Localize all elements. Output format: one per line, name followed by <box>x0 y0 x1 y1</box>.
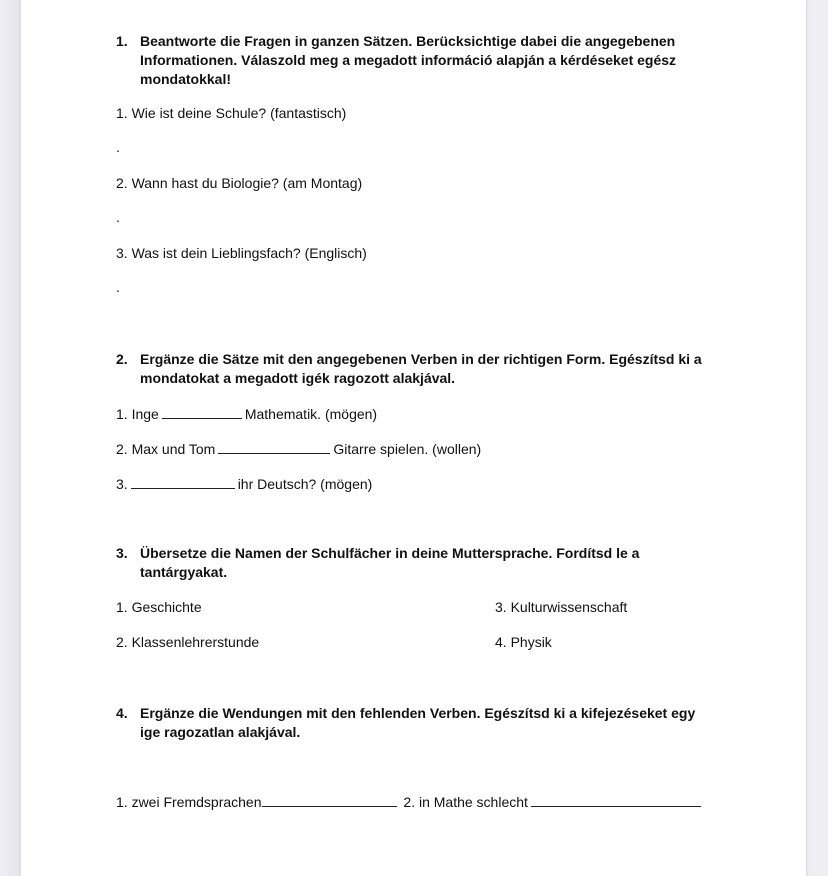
sentence-1-end: Mathematik. (mögen) <box>244 406 378 422</box>
exercise-1-question-1: 1. Wie ist deine Schule? (fantastisch) <box>116 105 347 121</box>
document-page <box>21 0 806 876</box>
exercise-3-instruction: Übersetze die Namen der Schulfächer in deine Muttersprache. Fordítsd le a tantárgyakat. <box>140 545 640 580</box>
exercise-1-heading <box>116 32 716 89</box>
sentence-3-blank[interactable] <box>131 474 235 489</box>
exercise-1-answer-3[interactable]: . <box>116 279 120 295</box>
exercise-1-question-2: 2. Wann hast du Biologie? (am Montag) <box>116 175 363 191</box>
phrase-1-blank[interactable] <box>262 792 397 807</box>
exercise-2-sentence-1 <box>116 404 377 423</box>
exercise-1-answer-1[interactable]: . <box>116 139 120 155</box>
sentence-3-end: ihr Deutsch? (mögen) <box>237 476 373 492</box>
phrase-2-blank[interactable] <box>531 792 701 807</box>
phrase-2-text: 2. in Mathe schlecht <box>403 794 528 810</box>
sentence-1-start: 1. Inge <box>116 406 159 422</box>
worksheet <box>21 0 806 876</box>
exercise-2-sentence-3 <box>116 474 372 493</box>
exercise-1-answer-2[interactable]: . <box>116 209 120 225</box>
exercise-1-number: 1. <box>116 33 128 49</box>
subject-1: 1. Geschichte <box>116 599 202 615</box>
exercise-4-heading <box>116 704 716 742</box>
subject-3: 3. Kulturwissenschaft <box>495 599 628 615</box>
exercise-4-number: 4. <box>116 705 128 721</box>
sentence-1-blank[interactable] <box>162 404 242 419</box>
exercise-4-instruction: Ergänze die Wendungen mit den fehlenden Verben. Egészítsd ki a kifejezéseket egy ige ragozatlan alakjával. <box>140 705 696 740</box>
exercise-4-phrases <box>116 792 704 811</box>
exercise-3-number: 3. <box>116 545 128 561</box>
exercise-3-heading <box>116 544 716 582</box>
sentence-2-blank[interactable] <box>218 439 330 454</box>
exercise-1-instruction: Beantworte die Fragen in ganzen Sätzen. Berücksichtige dabei die angegebenen Informationen. Válaszold meg a megadott információ alapján a kérdéseket egész mondatokkal! <box>140 33 677 87</box>
sentence-3-start: 3. <box>116 476 128 492</box>
exercise-2-sentence-2 <box>116 439 481 458</box>
phrase-1-text: 1. zwei Fremdsprachen <box>116 794 262 810</box>
exercise-1-question-3: 3. Was ist dein Lieblingsfach? (Englisch) <box>116 245 367 261</box>
exercise-2-instruction: Ergänze die Sätze mit den angegebenen Verben in der richtigen Form. Egészítsd ki a mondatokat a megadott igék ragozott alakjával. <box>140 351 702 386</box>
subject-2: 2. Klassenlehrerstunde <box>116 634 260 650</box>
subject-4: 4. Physik <box>495 634 552 650</box>
sentence-2-start: 2. Max und Tom <box>116 441 216 457</box>
exercise-2-heading <box>116 350 716 388</box>
exercise-2-number: 2. <box>116 351 128 367</box>
sentence-2-end: Gitarre spielen. (wollen) <box>333 441 482 457</box>
